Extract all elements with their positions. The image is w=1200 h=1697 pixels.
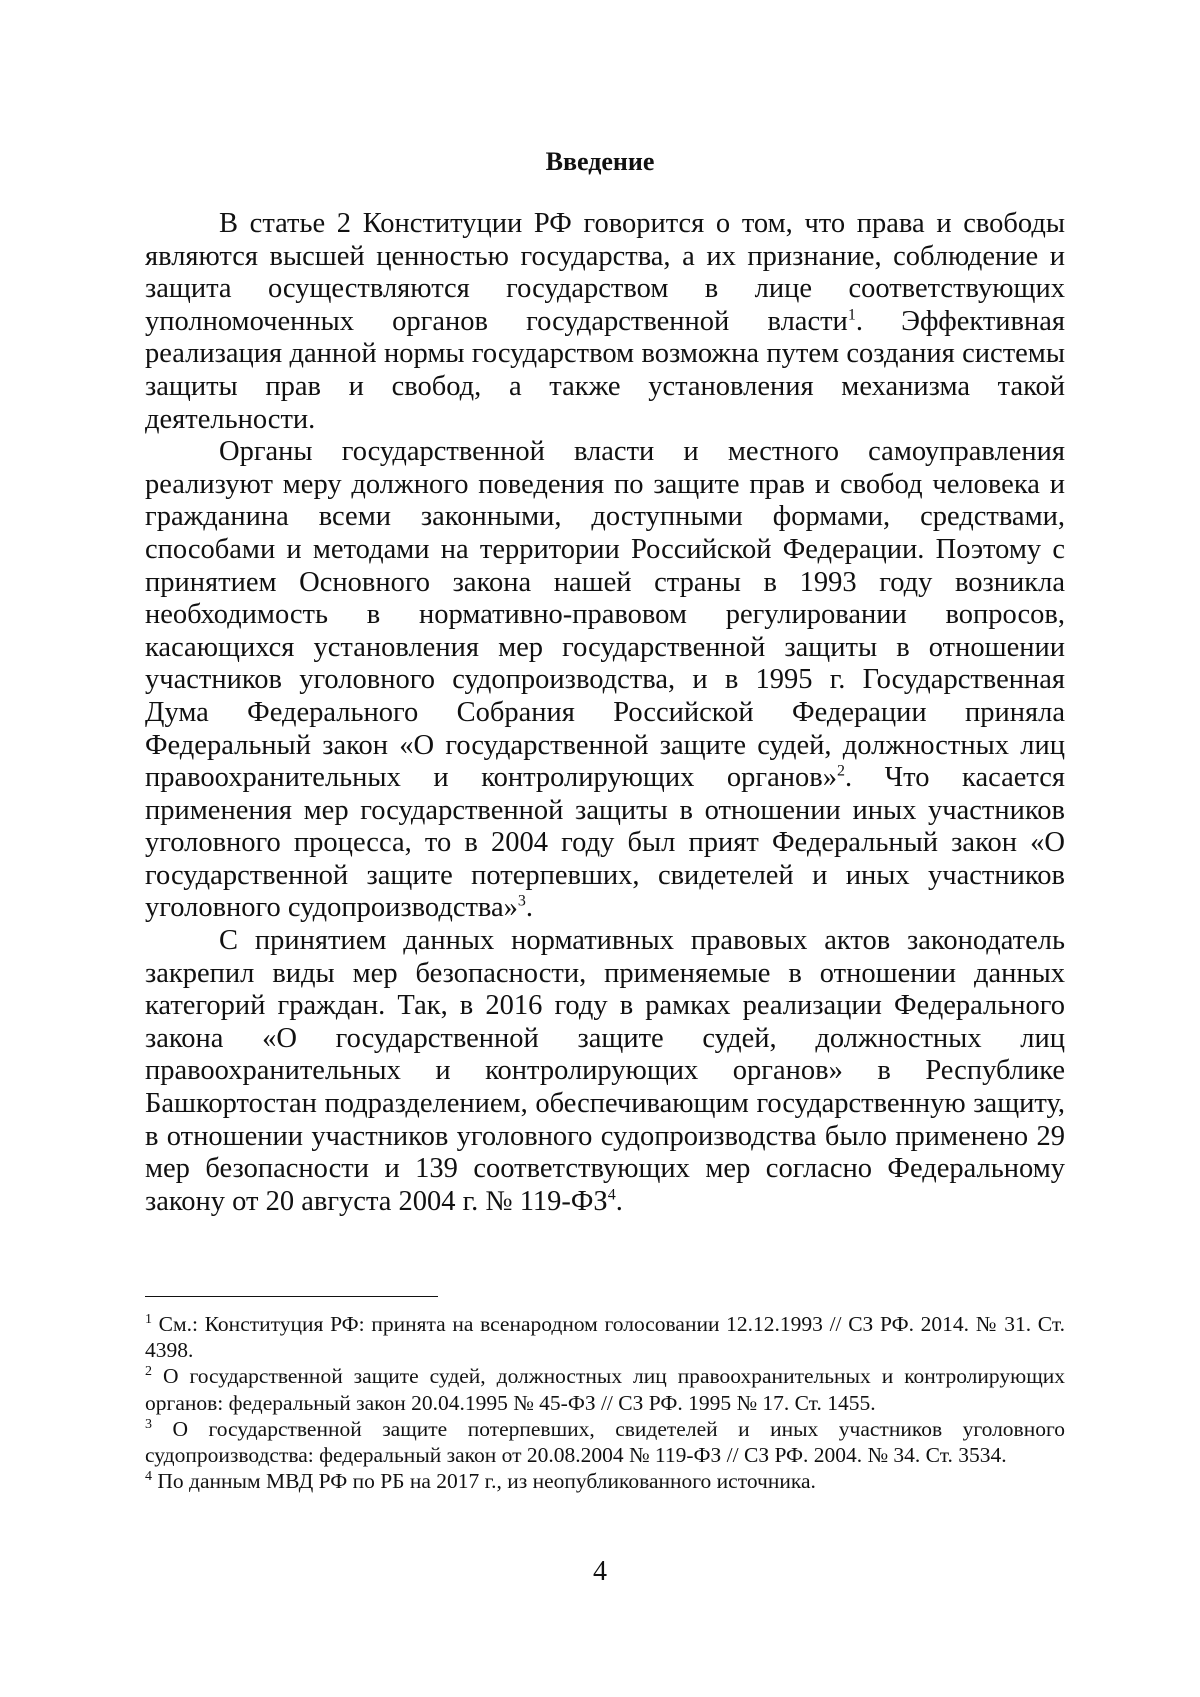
- footnote-number-1: 1: [145, 1311, 152, 1327]
- footnote-ref-2[interactable]: 2: [836, 762, 845, 780]
- footnote-text-4: По данным МВД РФ по РБ на 2017 г., из неопубликованного источника.: [152, 1469, 816, 1494]
- paragraph-3-text: С принятием данных нормативных правовых актов законодатель закрепил виды мер безопасности, применяемые в отношении данных категорий граждан. Так, в 2016 году в рамках реализации Федерального закона «О государственной защите судей, должностных лиц правоохранительных и контролирующих органов» в Республике Башкортостан подразделением, обеспечивающим государственную защиту, в отношении участников уголовного судопроизводства было применено 29 мер безопасности и 139 соответствующих мер согласно Федеральному закону от 20 августа 2004 г. № 119-ФЗ: [145, 925, 1065, 1217]
- footnote-ref-4[interactable]: 4: [607, 1186, 616, 1204]
- paragraph-1-text: В статье 2 Конституции РФ говорится о том, что права и свободы являются высшей ценностью государства, а их признание, соблюдение и защита осуществляются государством в лице соответствующих уполномоченных органов государственной власти: [145, 208, 1065, 337]
- paragraph-2-middle: . Что касается применения мер государственной защиты в отношении иных участников уголовного процесса, то в 2004 году был прият Федеральный закон «О государственной защите потерпевших, свидетелей и иных участников уголовного судопроизводства»: [145, 762, 1065, 924]
- footnote-2: [145, 1363, 1065, 1415]
- footnote-3: [145, 1416, 1065, 1468]
- section-heading: Введение: [545, 147, 655, 176]
- paragraph-1-tail: . Эффективная реализация данной нормы государством возможна путем создания системы защиты прав и свобод, а также установления механизма такой деятельности.: [145, 305, 1066, 435]
- paragraph-2-tail: .: [525, 892, 534, 924]
- paragraph-2: [145, 436, 1065, 925]
- footnote-text-2: О государственной защите судей, должностных лиц правоохранительных и контролирующих органов: федеральный закон 20.04.1995 № 45-ФЗ // СЗ РФ. 1995 № 17. Ст. 1455.: [145, 1364, 1065, 1415]
- paragraph-2-text: Органы государственной власти и местного самоуправления реализуют меру должного поведения по защите прав и свобод человека и гражданина всеми законными, доступными формами, средствами, способами и методами на территории Российской Федерации. Поэтому с принятием Основного закона нашей страны в 1993 году возникла необходимость в нормативно-правовом регулировании вопросов, касающихся установления мер государственной защиты в отношении участников уголовного судопроизводства, и в 1995 г. Государственная Дума Федерального Собрания Российской Федерации приняла Федеральный закон «О государственной защите судей, должностных лиц правоохранительных и контролирующих органов»: [145, 436, 1065, 794]
- footnote-number-3: 3: [145, 1416, 152, 1432]
- paragraph-1: [145, 208, 1065, 436]
- paragraph-3: [145, 925, 1065, 1218]
- footnote-ref-1[interactable]: 1: [847, 306, 856, 324]
- paragraph-3-tail: .: [615, 1185, 623, 1217]
- footnote-text-3: О государственной защите потерпевших, свидетелей и иных участников уголовного судопроизводства: федеральный закон от 20.08.2004 № 119-ФЗ // СЗ РФ. 2004. № 34. Ст. 3534.: [145, 1416, 1065, 1468]
- footnote-1: [145, 1311, 1065, 1363]
- page-number: 4: [593, 1556, 607, 1587]
- footnote-text-1: См.: Конституция РФ: принята на всенародном голосовании 12.12.1993 // СЗ РФ. 2014. № 31. Ст. 4398.: [145, 1312, 1065, 1363]
- footnote-separator: [145, 1296, 438, 1297]
- footnote-number-4: 4: [145, 1469, 152, 1485]
- body-text: [145, 208, 1065, 1218]
- footnote-ref-3[interactable]: 3: [517, 892, 526, 910]
- footnotes: [145, 1311, 1065, 1494]
- footnote-4: [145, 1468, 1065, 1494]
- footnote-number-2: 2: [145, 1364, 152, 1380]
